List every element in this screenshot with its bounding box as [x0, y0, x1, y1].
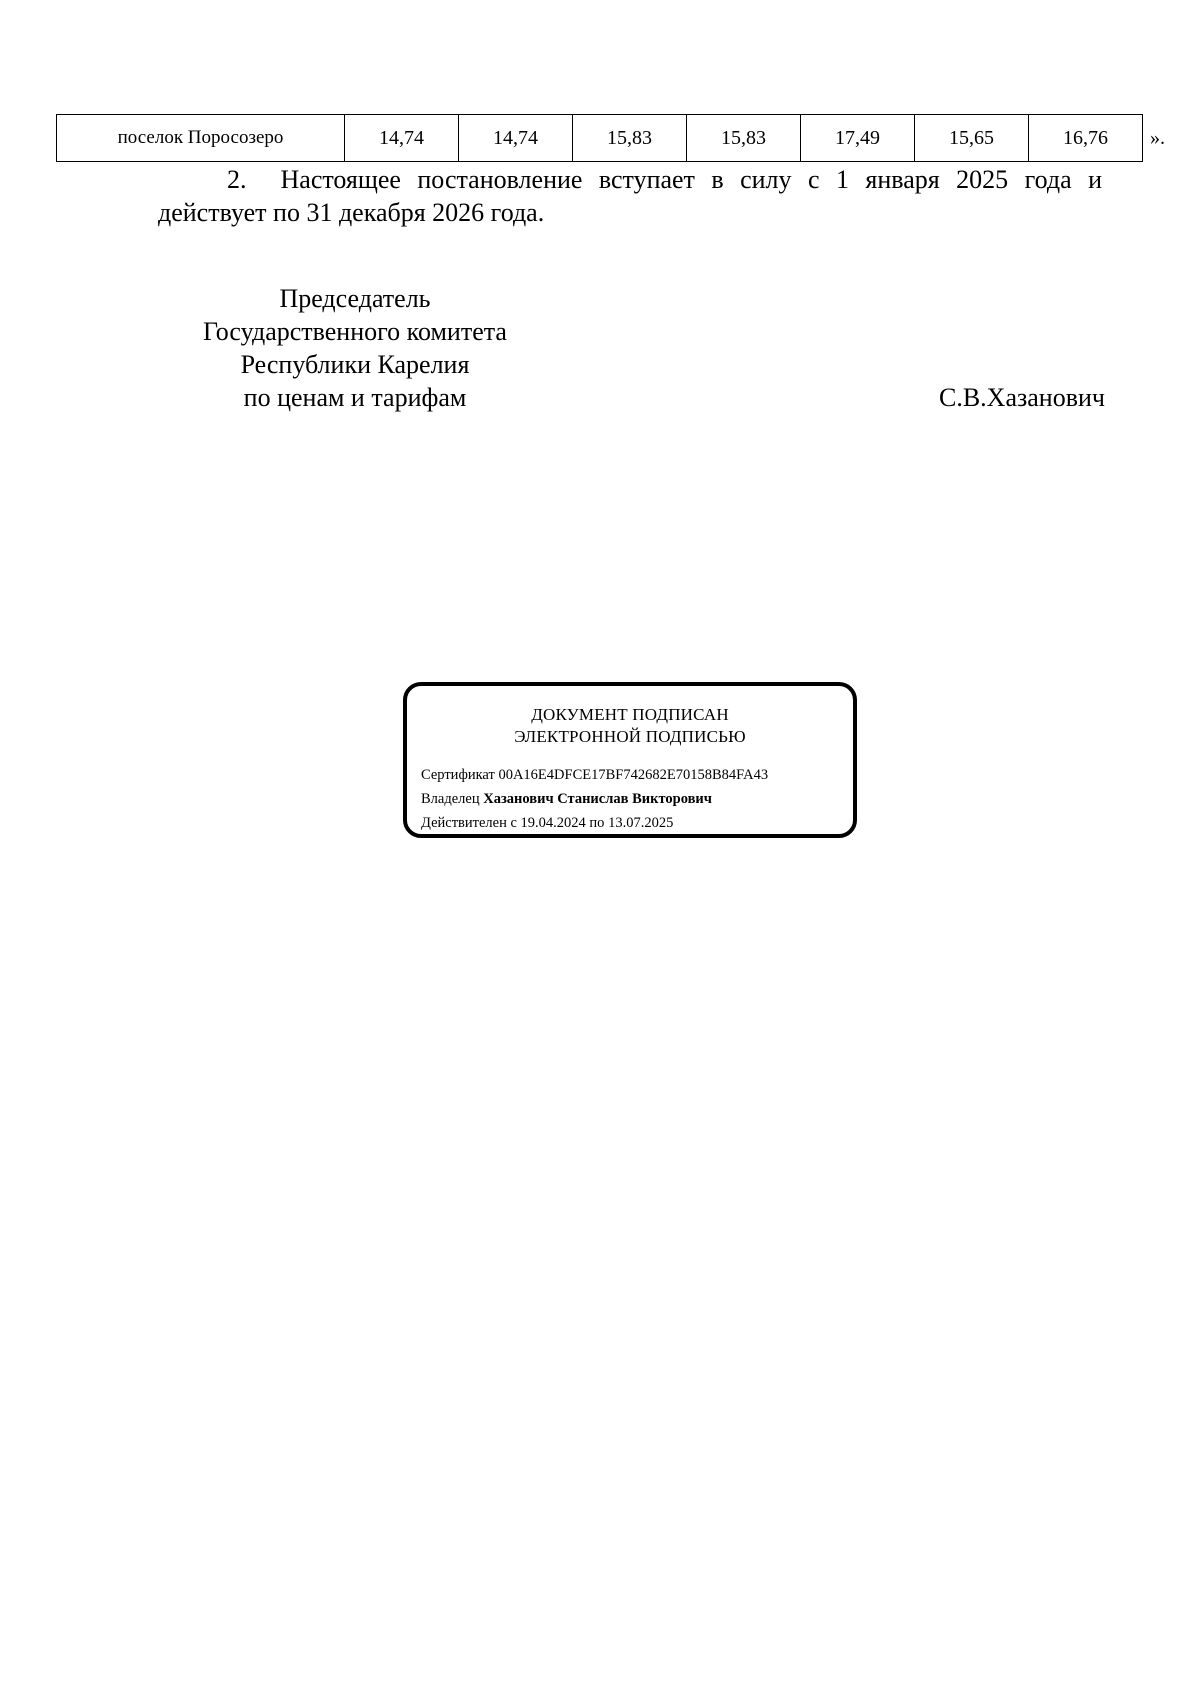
valid-to-label: по [589, 815, 605, 831]
tariff-value-cell: 16,76 [1029, 115, 1143, 162]
stamp-details [421, 763, 768, 835]
tariff-value-cell: 14,74 [345, 115, 459, 162]
tariff-value-cell: 15,83 [573, 115, 687, 162]
electronic-signature-stamp [403, 682, 857, 838]
signer-position [150, 282, 560, 414]
tariff-value-cell: 15,65 [915, 115, 1029, 162]
stamp-title-line-2: ЭЛЕКТРОННОЙ ПОДПИСЬЮ [514, 727, 746, 746]
owner-label: Владелец [421, 791, 480, 807]
paragraph-text-line-1: Настоящее постановление вступает в силу с 1 января 2025 года и [280, 165, 1102, 194]
stamp-validity-line [421, 811, 768, 835]
signer-position-line: по ценам и тарифам [243, 383, 467, 412]
tariff-value-cell: 15,83 [687, 115, 801, 162]
settlement-cell: поселок Поросозеро [57, 115, 345, 162]
stamp-owner-line [421, 787, 768, 811]
tariff-table [56, 114, 1143, 162]
certificate-value: 00A16E4DFCE17BF742682E70158B84FA43 [498, 767, 769, 783]
signer-position-line: Государственного комитета [203, 317, 507, 346]
signer-name: С.В.Хазанович [939, 383, 1105, 412]
signer-position-line: Республики Карелия [240, 350, 470, 379]
effective-date-paragraph [158, 163, 1102, 229]
owner-value: Хазанович Станислав Викторович [483, 791, 712, 807]
stamp-title-line-1: ДОКУМЕНТ ПОДПИСАН [531, 705, 729, 724]
table-row [57, 115, 1143, 162]
closing-quote: ». [1150, 127, 1165, 149]
signer-position-line: Председатель [279, 284, 431, 313]
stamp-title [407, 704, 853, 748]
valid-from-label: с [510, 815, 517, 831]
paragraph-text-line-2: действует по 31 декабря 2026 года. [158, 198, 545, 227]
paragraph-line-1 [158, 163, 1102, 196]
valid-label: Действителен [421, 815, 507, 831]
valid-to-date: 13.07.2025 [608, 815, 674, 831]
valid-from-date: 19.04.2024 [520, 815, 586, 831]
certificate-label: Сертификат [421, 767, 495, 783]
tariff-value-cell: 14,74 [459, 115, 573, 162]
stamp-certificate-line [421, 763, 768, 787]
paragraph-number: 2. [227, 165, 247, 194]
tariff-value-cell: 17,49 [801, 115, 915, 162]
